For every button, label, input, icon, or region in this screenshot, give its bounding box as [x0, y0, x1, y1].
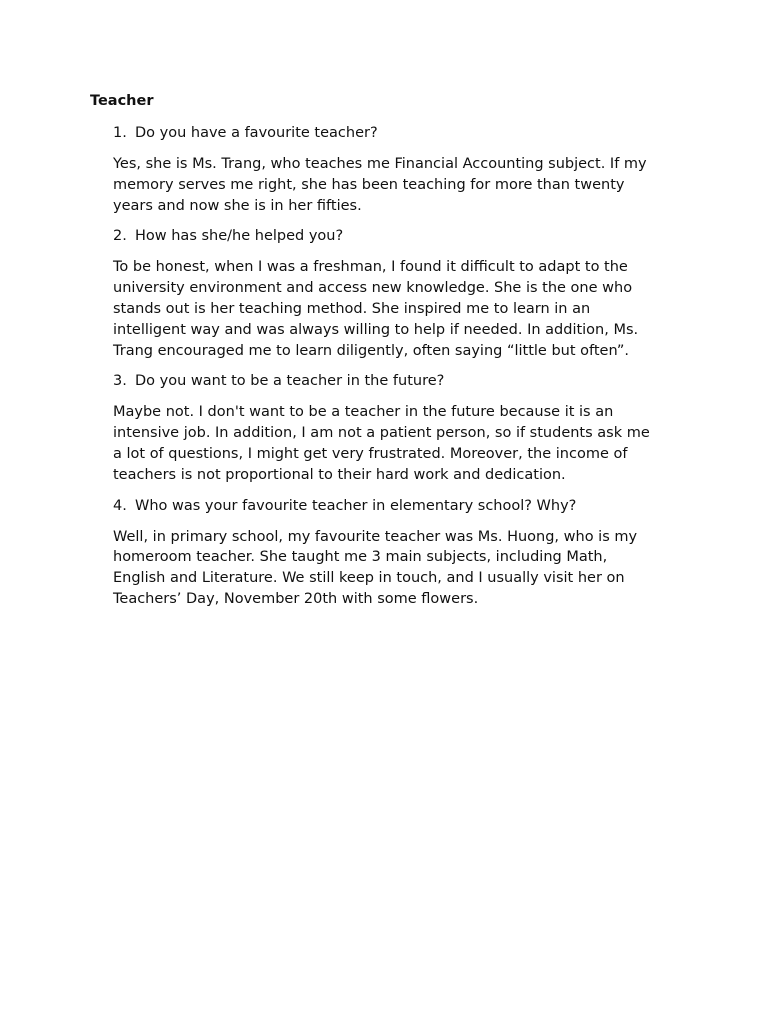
answer-line: To be honest, when I was a freshman, I found it difficult to adapt to the — [113, 259, 628, 276]
question-text: Who was your favourite teacher in elementary school? Why? — [135, 497, 577, 514]
answer-line: homeroom teacher. She taught me 3 main subjects, including Math, — [113, 549, 608, 566]
answer-line: stands out is her teaching method. She inspired me to learn in an — [113, 300, 591, 317]
answer-line: intelligent way and was always willing to help if needed. In addition, Ms. — [113, 321, 639, 338]
answer-line: years and now she is in her fifties. — [113, 197, 362, 214]
answer-4 — [113, 527, 688, 610]
question-1 — [113, 123, 688, 143]
question-text: Do you want to be a teacher in the future? — [135, 373, 445, 390]
answer-line: Teachers’ Day, November 20th with some flowers. — [113, 590, 479, 607]
question-text: How has she/he helped you? — [135, 228, 344, 245]
answer-line: intensive job. In addition, I am not a patient person, so if students ask me — [113, 425, 650, 442]
answer-line: university environment and access new knowledge. She is the one who — [113, 280, 633, 297]
question-number: 2. — [113, 228, 127, 245]
answer-line: memory serves me right, she has been teaching for more than twenty — [113, 176, 625, 193]
answer-line: Yes, she is Ms. Trang, who teaches me Financial Accounting subject. If my — [113, 156, 647, 172]
answer-3 — [113, 402, 688, 485]
answer-line: Trang encouraged me to learn diligently, often saying “little but often”. — [113, 342, 629, 359]
answer-line: Well, in primary school, my favourite teacher was Ms. Huong, who is my — [113, 528, 638, 545]
qa-list — [113, 123, 688, 610]
question-3 — [113, 371, 688, 391]
question-2 — [113, 226, 688, 246]
answer-line: Maybe not. I don't want to be a teacher in the future because it is an — [113, 404, 614, 421]
question-number: 4. — [113, 497, 127, 514]
question-number: 3. — [113, 373, 127, 390]
answer-line: English and Literature. We still keep in touch, and I usually visit her on — [113, 570, 625, 587]
question-text: Do you have a favourite teacher? — [135, 125, 378, 141]
answer-2 — [113, 257, 688, 361]
answer-line: teachers is not proportional to their hard work and dedication. — [113, 466, 566, 483]
answer-1 — [113, 154, 688, 216]
answer-line: a lot of questions, I might get very frustrated. Moreover, the income of — [113, 445, 628, 462]
document-title: Teacher — [90, 93, 154, 109]
question-4 — [113, 496, 688, 516]
question-number: 1. — [113, 125, 127, 141]
